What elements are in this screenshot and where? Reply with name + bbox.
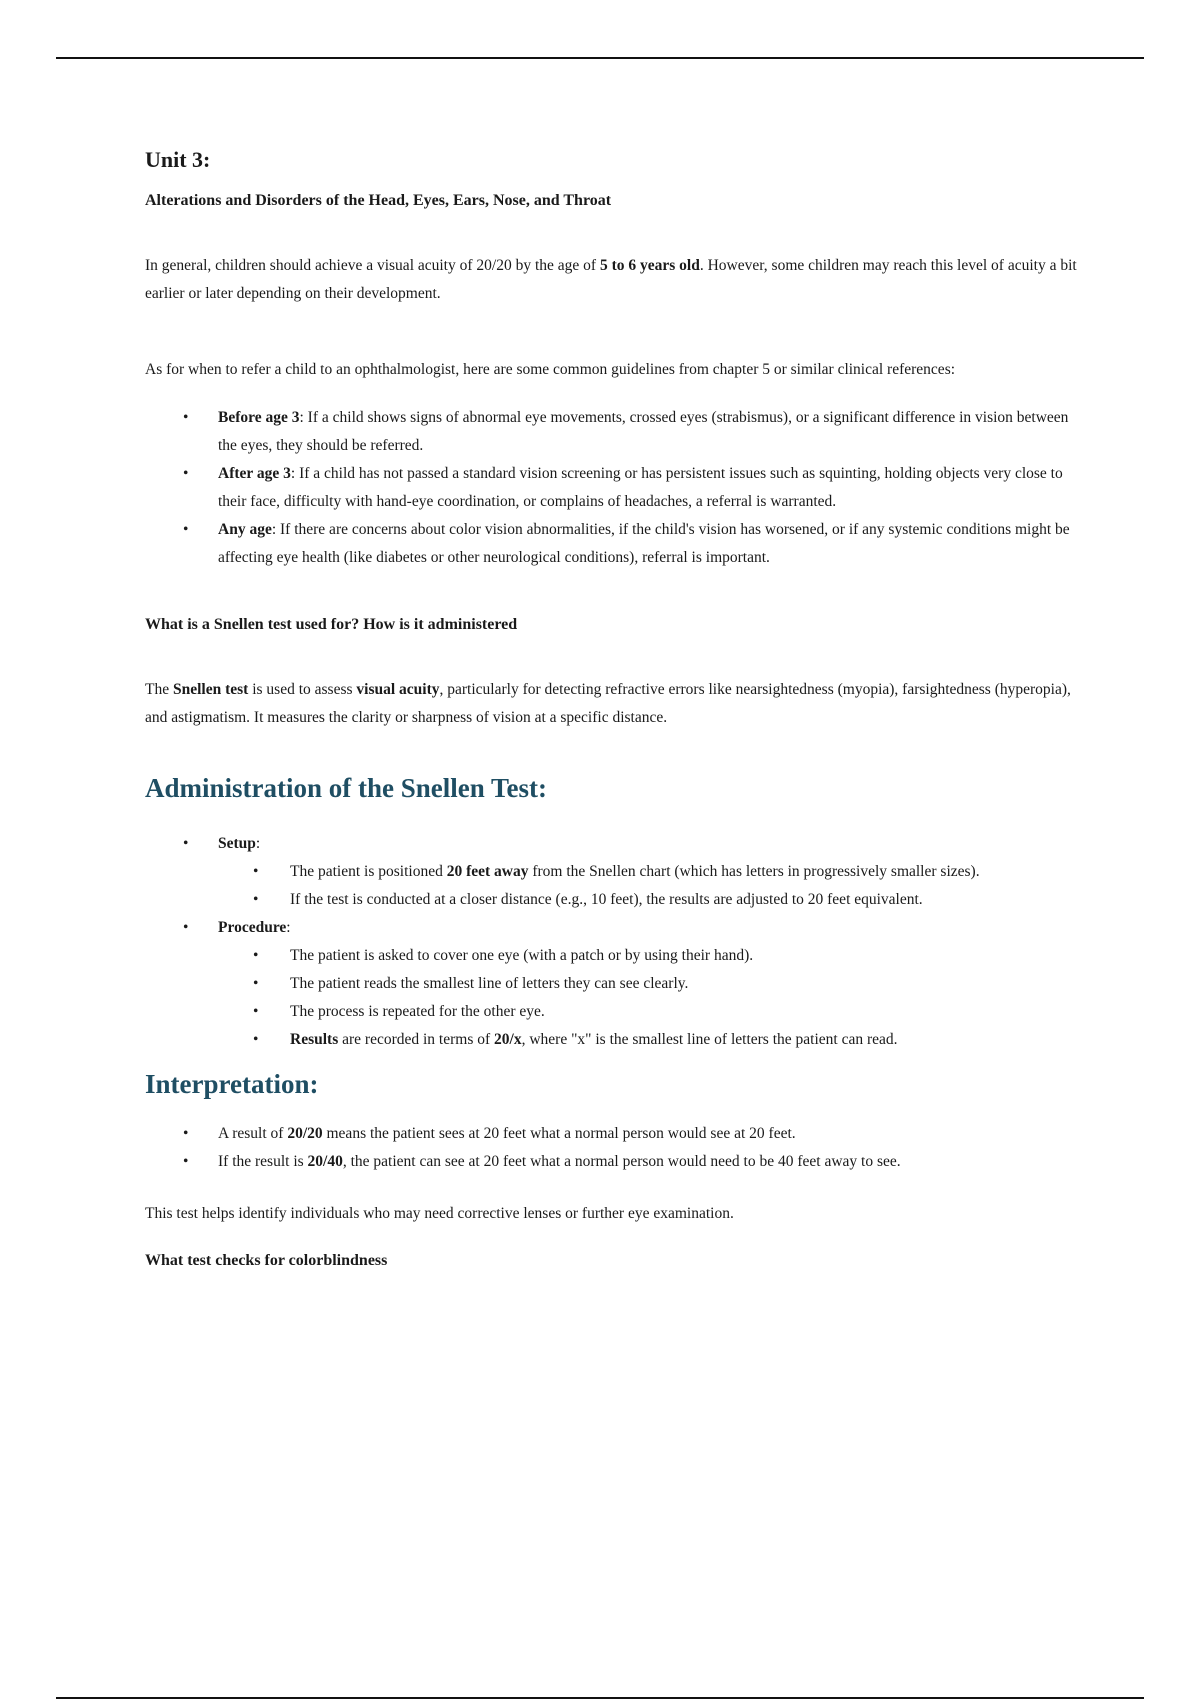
bullet-icon: • bbox=[183, 919, 189, 936]
acuity-text-2: . However, some children may reach this level of acuity a bit earlier or later depending on their development. bbox=[145, 257, 1077, 302]
item-label: Before age 3 bbox=[218, 409, 300, 426]
list-item bbox=[145, 886, 1085, 914]
unit-subtitle: Alterations and Disorders of the Head, Eyes, Ears, Nose, and Throat bbox=[145, 192, 612, 209]
administration-heading: Administration of the Snellen Test: bbox=[145, 773, 548, 803]
visual-acuity-bold: visual acuity bbox=[356, 681, 440, 698]
results-ratio-bold: 20/x bbox=[494, 1031, 522, 1048]
list-item bbox=[145, 970, 1085, 998]
list-item bbox=[145, 998, 1085, 1026]
top-rule bbox=[56, 57, 1144, 59]
acuity-age-bold: 5 to 6 years old bbox=[599, 257, 700, 274]
item-text: The patient reads the smallest line of letters they can see clearly. bbox=[290, 975, 689, 992]
results-bold: Results bbox=[290, 1031, 339, 1048]
results-text-1: are recorded in terms of bbox=[338, 1031, 495, 1048]
item-text: The process is repeated for the other eye. bbox=[290, 1003, 545, 1020]
referral-list bbox=[145, 404, 1085, 572]
bullet-icon: • bbox=[253, 891, 259, 908]
results-text-2: , where "x" is the smallest line of letters the patient can read. bbox=[521, 1031, 898, 1048]
administration-list bbox=[145, 830, 1085, 858]
bullet-icon: • bbox=[253, 1003, 259, 1020]
setup-label: Setup bbox=[218, 835, 256, 852]
document-body bbox=[145, 140, 1085, 1272]
bullet-icon: • bbox=[183, 1153, 189, 1170]
interp-text-4: , the patient can see at 20 feet what a normal person would need to be 40 feet away to see. bbox=[342, 1153, 901, 1170]
item-text bbox=[218, 858, 1085, 886]
colorblind-question: What test checks for colorblindness bbox=[145, 1252, 388, 1269]
list-item bbox=[145, 516, 1085, 572]
snellen-text-2: is used to assess bbox=[248, 681, 357, 698]
unit-title: Unit 3: bbox=[145, 147, 211, 172]
bullet-icon: • bbox=[183, 465, 189, 482]
snellen-test-bold: Snellen test bbox=[172, 681, 249, 698]
bullet-icon: • bbox=[253, 863, 259, 880]
interp-ratio-bold: 20/20 bbox=[287, 1125, 323, 1142]
list-item bbox=[145, 858, 1085, 886]
bullet-icon: • bbox=[253, 1031, 259, 1048]
setup-text-2: from the Snellen chart (which has letters in progressively smaller sizes). bbox=[528, 863, 980, 880]
acuity-text-1: In general, children should achieve a visual acuity of 20/20 by the age of bbox=[145, 257, 600, 274]
distance-bold: 20 feet away bbox=[446, 863, 529, 880]
setup-text-3: If the test is conducted at a closer distance (e.g., 10 feet), the results are adjusted to 20 feet equivalent. bbox=[290, 891, 923, 908]
bullet-icon: • bbox=[253, 947, 259, 964]
list-item bbox=[145, 1148, 1085, 1176]
list-item bbox=[145, 942, 1085, 970]
acuity-paragraph bbox=[145, 252, 1085, 308]
interp-text-3: If the result is bbox=[218, 1153, 308, 1170]
bullet-icon: • bbox=[183, 409, 189, 426]
list-item-procedure bbox=[145, 914, 1085, 942]
item-text bbox=[218, 1026, 1085, 1054]
list-item bbox=[145, 1120, 1085, 1148]
snellen-text-3: , particularly for detecting refractive errors like nearsightedness (myopia), farsightedness (hyperopia), and astigmatism. It measures the clarity or sharpness of vision at a specific distance. bbox=[145, 681, 1071, 726]
interpretation-heading: Interpretation: bbox=[145, 1069, 319, 1099]
snellen-text-1: The bbox=[145, 681, 173, 698]
bullet-icon: • bbox=[183, 1125, 189, 1142]
interpretation-summary: This test helps identify individuals who may need corrective lenses or further eye examination. bbox=[145, 1205, 734, 1222]
snellen-question: What is a Snellen test used for? How is it administered bbox=[145, 616, 518, 633]
item-text: : If there are concerns about color vision abnormalities, if the child's vision has worsened, or if any systemic conditions might be affecting eye health (like diabetes or other neurological conditions), referral is important. bbox=[218, 521, 1070, 566]
item-text: The patient is asked to cover one eye (with a patch or by using their hand). bbox=[290, 947, 754, 964]
interp-text-2: means the patient sees at 20 feet what a normal person would see at 20 feet. bbox=[322, 1125, 796, 1142]
bottom-rule bbox=[56, 1697, 1144, 1699]
list-item-setup bbox=[145, 830, 1085, 858]
setup-colon: : bbox=[255, 835, 261, 852]
procedure-sublist bbox=[145, 942, 1085, 1054]
list-item bbox=[145, 404, 1085, 460]
bullet-icon: • bbox=[253, 975, 259, 992]
bullet-icon: • bbox=[183, 521, 189, 538]
procedure-colon: : bbox=[286, 919, 291, 936]
list-item bbox=[145, 1026, 1085, 1054]
item-text bbox=[218, 886, 1085, 914]
setup-text-1: The patient is positioned bbox=[290, 863, 447, 880]
item-text: : If a child shows signs of abnormal eye movements, crossed eyes (strabismus), or a significant difference in vision between the eyes, they should be referred. bbox=[218, 409, 1069, 454]
referral-intro: As for when to refer a child to an ophthalmologist, here are some common guidelines from chapter 5 or similar clinical references: bbox=[145, 361, 956, 378]
interp-ratio-bold-2: 20/40 bbox=[307, 1153, 343, 1170]
snellen-paragraph bbox=[145, 676, 1085, 732]
item-text: : If a child has not passed a standard vision screening or has persistent issues such as squinting, holding objects very close to their face, difficulty with hand-eye coordination, or complains of headaches, a referral is warranted. bbox=[218, 465, 1063, 510]
item-label: After age 3 bbox=[218, 465, 291, 482]
setup-sublist bbox=[145, 858, 1085, 914]
list-item bbox=[145, 460, 1085, 516]
interpretation-list bbox=[145, 1120, 1085, 1176]
interp-text-1: A result of bbox=[218, 1125, 288, 1142]
administration-list-2 bbox=[145, 914, 1085, 942]
item-label: Any age bbox=[218, 521, 272, 538]
procedure-label: Procedure bbox=[218, 919, 287, 936]
bullet-icon: • bbox=[183, 835, 189, 852]
